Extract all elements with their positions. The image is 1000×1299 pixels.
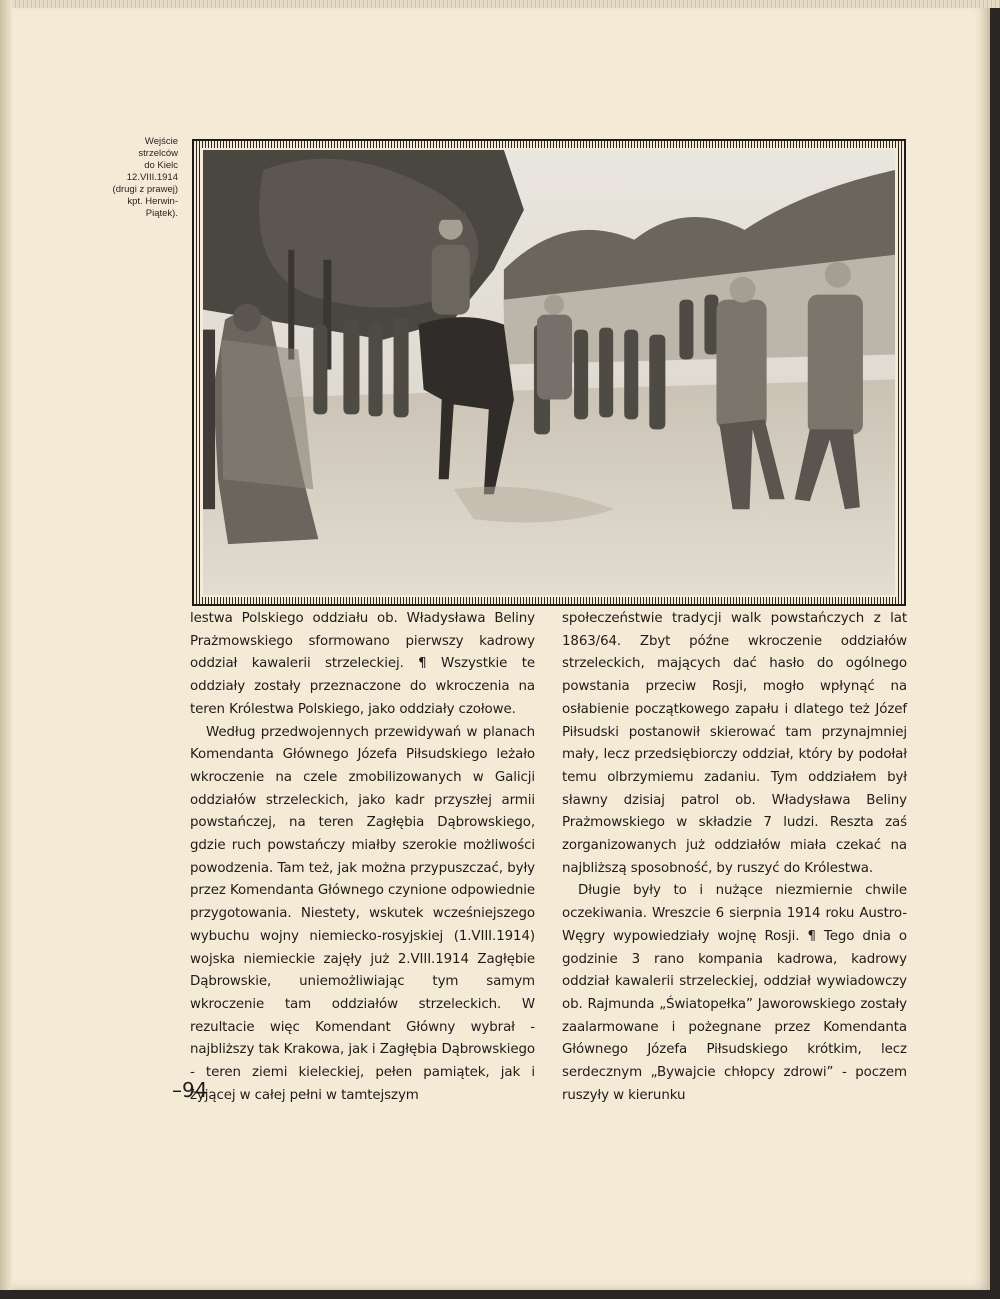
- paragraph: Długie były to i nużące niezmiernie chwile oczekiwania. Wreszcie 6 sierpnia 1914 roku Austro-Węgry wypowiedziały wojnę Rosji. ¶ Tego dnia o godzinie 3 rano kompania kadrowa, kadrowy oddział kawalerii strzeleckiej, oddział wywiadowczy ob. Rajmunda „Światopełka” Jaworowskiego zostały zaalarmowane i pożegnane przez Komendanta Głównego Józefa Piłsudskiego krótkim, lecz serdecznym „Bywajcie chłopcy zdrowi” - poczem ruszyły w kierunku: [562, 883, 907, 1103]
- march-photograph: [203, 150, 895, 595]
- photo: [201, 148, 897, 597]
- caption-line: 12.VIII.1914: [126, 172, 178, 183]
- paragraph: społeczeństwie tradycji walk powstańczych z lat 1863/64. Zbyt późne wkroczenie oddziałów strzeleckich, mających dać hasło do ogólnego powstania przeciw Rosji, mogło wpłynąć na osłabienie początkowego zapału i dlatego też Józef Piłsudski postanowił skierować tam przynajmniej mały, lecz przedsiębiorczy oddział, który by podołał temu olbrzymiemu zadaniu. Tym oddziałem był sławny dzisiaj patrol ob. Władysława Beliny Prażmowskiego w składzie 7 ludzi. Reszta zaś zorganizowanych już oddziałów miała czekać na najbliższą sposobność, by ruszyć do Królestwa.: [562, 611, 907, 876]
- page-top-edge: [0, 0, 1000, 8]
- text-column-right: [562, 608, 907, 1107]
- text-column-left: [190, 608, 535, 1107]
- caption-line: Piątek).: [145, 208, 178, 219]
- caption-line: do Kielc: [144, 160, 178, 171]
- paragraph: Według przedwojennych przewidywań w planach Komendanta Głównego Józefa Piłsudskiego leżało wkroczenie na czele zmobilizowanych w Galicji oddziałów strzeleckich, jako kadr przyszłej armii powstańczej, na teren Zagłębia Dąbrowskiego, gdzie ruch powstańczy miałby szerokie możliwości powodzenia. Tam też, jak można przypuszczać, były przez Komendanta Głównego czynione odpowiednie przygotowania. Niestety, wskutek wcześniejszego wybuchu wojny niemiecko-rosyjskiej (1.VIII.1914) wojska niemieckie zajęły już 2.VIII.1914 Zagłębie Dąbrowskie, uniemożliwiając tym samym wkroczenie tam oddziałów strzeleckich. W rezultacie więc Komendant Główny wybrał - najbliższy tak Krakowa, jak i Zagłębia Dąbrowskiego - teren ziemi kieleckiej, pełen pamiątek, jak i żyjącej w całej pełni w tamtejszym: [190, 724, 535, 1103]
- caption-line: Wejście: [144, 136, 178, 147]
- page-number: –94: [172, 1078, 208, 1102]
- photo-caption: [112, 136, 178, 220]
- caption-line: strzelców: [138, 148, 178, 159]
- photo-frame: [192, 139, 906, 606]
- paragraph: lestwa Polskiego oddziału ob. Władysława Beliny Prażmowskiego sformowano pierwszy kadrowy oddział kawalerii strzeleckiej. ¶ Wszystkie te oddziały zostały przeznaczone do wkroczenia na teren Królestwa Polskiego, jako oddziały czołowe.: [190, 611, 535, 717]
- page-gutter: [0, 0, 12, 1290]
- caption-line: kpt. Herwin-: [127, 196, 178, 207]
- caption-line: (drugi z prawej): [112, 184, 178, 195]
